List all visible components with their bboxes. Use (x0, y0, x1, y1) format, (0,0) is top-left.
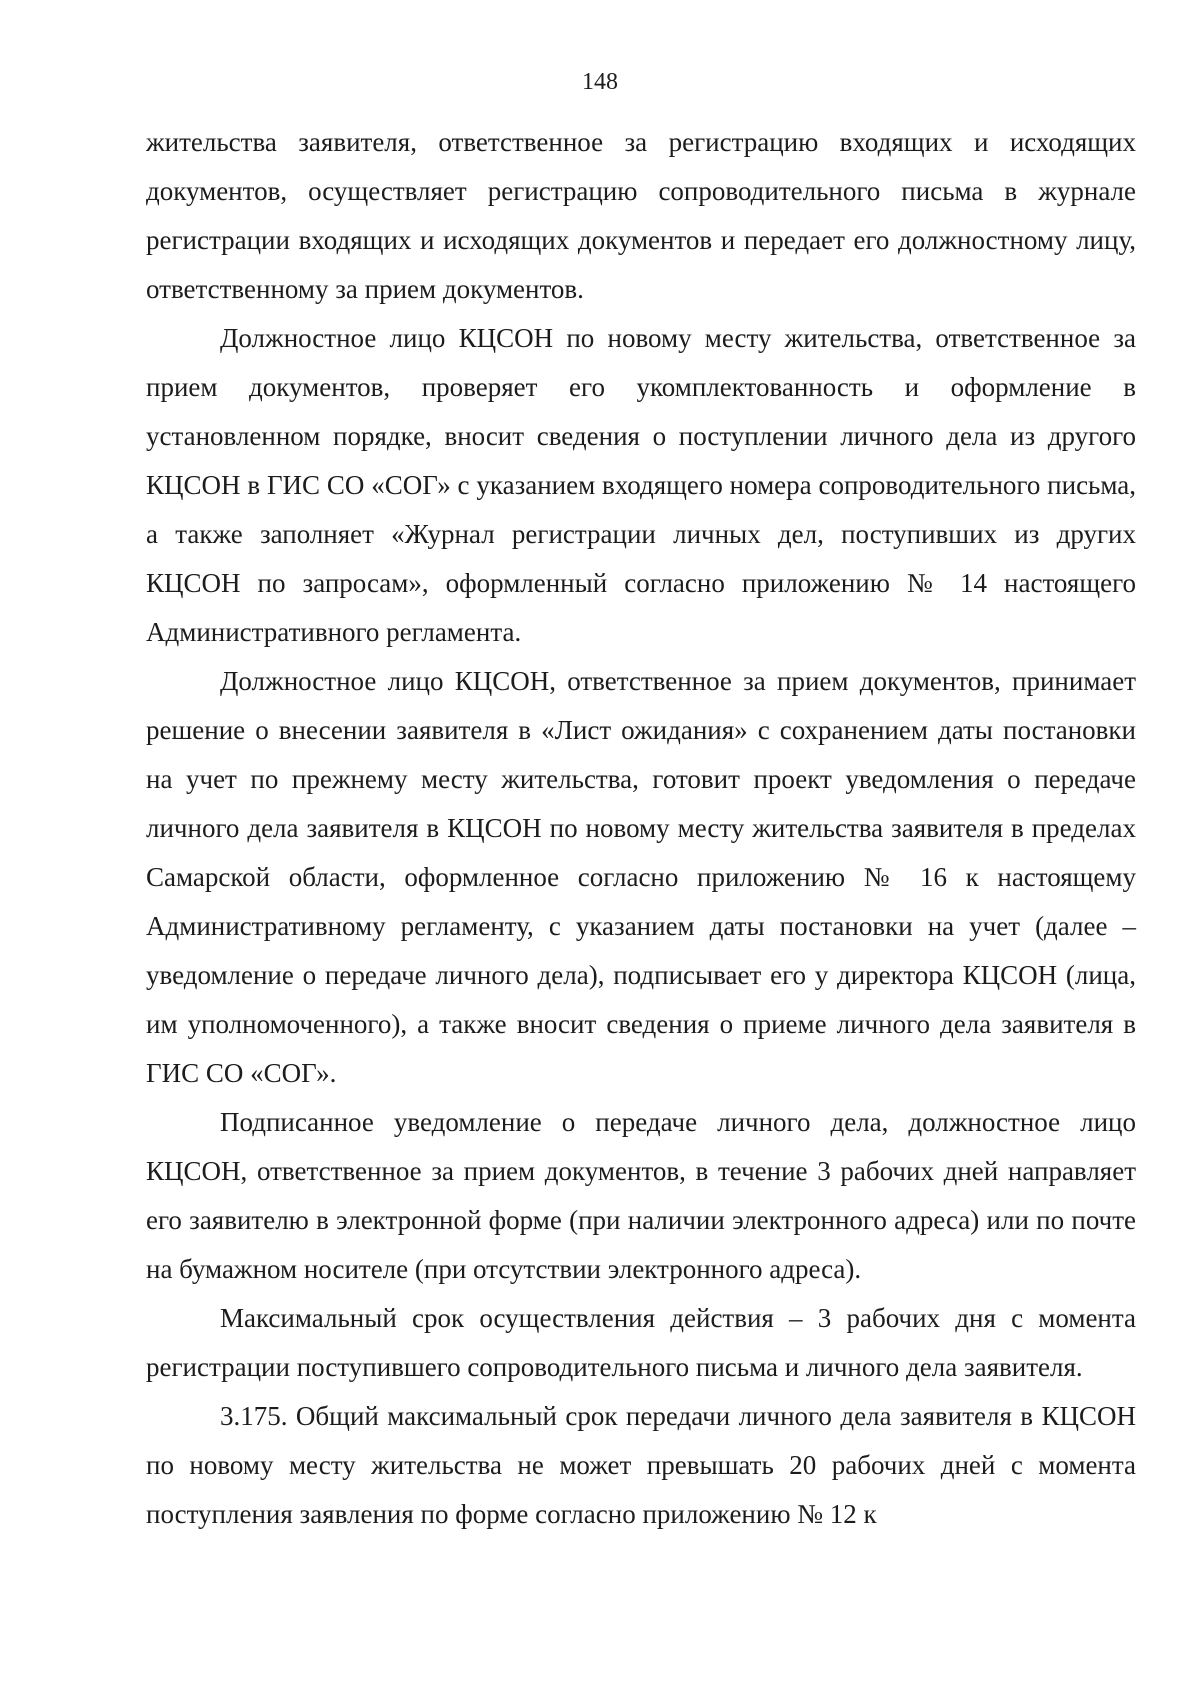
paragraph-max-action-term: Максимальный срок осуществления действия – 3 рабочих дня с момента регистрации поступившего сопроводительного письма и личного дела заявителя. (146, 1303, 1136, 1382)
paragraph-section-3-175: 3.175. Общий максимальный срок передачи личного дела заявителя в КЦСОН по новому месту жительства не может превышать 20 рабочих дней с момента поступления заявления по форме согласно приложению № 12 к (146, 1401, 1136, 1529)
paragraph-notification-sending: Подписанное уведомление о передаче личного дела, должностное лицо КЦСОН, ответственное за прием документов, в течение 3 рабочих дней направляет его заявителю в электронной форме (при наличии электронного адреса) или по почте на бумажном носителе (при отсутствии электронного адреса). (146, 1107, 1136, 1284)
document-body (146, 118, 1136, 1539)
paragraph-continuation: жительства заявителя, ответственное за регистрацию входящих и исходящих документов, осуществляет регистрацию сопроводительного письма в журнале регистрации входящих и исходящих документов и передает его должностному лицу, ответственному за прием документов. (146, 127, 1136, 304)
paragraph-waiting-list-decision: Должностное лицо КЦСОН, ответственное за прием документов, принимает решение о внесении заявителя в «Лист ожидания» с сохранением даты постановки на учет по прежнему месту жительства, готовит проект уведомления о передаче личного дела заявителя в КЦСОН по новому месту жительства заявителя в пределах Самарской области, оформленное согласно приложению № 16 к настоящему Административному регламенту, с указанием даты постановки на учет (далее – уведомление о передаче личного дела), подписывает его у директора КЦСОН (лица, им уполномоченного), а также вносит сведения о приеме личного дела заявителя в ГИС СО «СОГ». (146, 666, 1136, 1088)
paragraph-document-check: Должностное лицо КЦСОН по новому месту жительства, ответственное за прием документов, проверяет его укомплектованность и оформление в установленном порядке, вносит сведения о поступлении личного дела из другого КЦСОН в ГИС СО «СОГ» с указанием входящего номера сопроводительного письма, а также заполняет «Журнал регистрации личных дел, поступивших из других КЦСОН по запросам», оформленный согласно приложению № 14 настоящего Административного регламента. (146, 323, 1136, 647)
page-number: 148 (582, 69, 618, 95)
